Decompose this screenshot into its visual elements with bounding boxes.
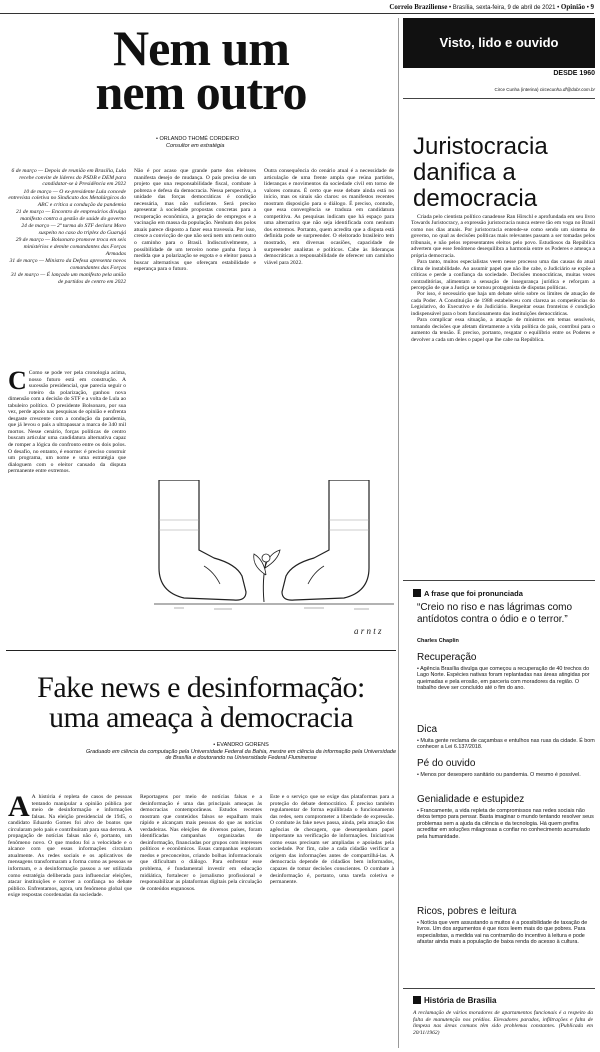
section-text-dica: • Muita gente reclama de caçambas e entulhos nas ruas da cidade. É bom conhecer a Lei 6.137/2018. bbox=[417, 738, 595, 751]
chronology-list bbox=[8, 168, 126, 286]
sidebar-rule bbox=[403, 580, 595, 581]
director-line: Circe Cunha (interina) circecunha.df@dabr.com.br bbox=[494, 87, 595, 92]
chronology-item: 24 de março — 2ª turma do STF declara Moro suspeito no caso do triplex do Guarujá bbox=[21, 223, 126, 236]
quote-header: A frase que foi pronunciada bbox=[413, 589, 523, 598]
article2-col-3: Este e o serviço que se exige das plataformas para a proteção do debate democrático. É preciso também regulamentar de forma equilibrada o funcionamento das redes, sem comprometer a liberdade de expressão. O combate às fake news passa, ainda, pela atuação das agências de checagem, que desempenham papel importante na verificação de informações. Iniciativas como essas precisam ser ampliadas e apoiadas pela sociedade. Por fim, cabe a cada cidadão verificar a origem das informações antes de compartilhá-las. A democracia depende de cidadãos bem informados, capazes de tomar decisões conscientes. O combate à desinformação é, portanto, uma tarefa coletiva e permanente. bbox=[270, 794, 394, 886]
section-title-recuperacao: Recuperação bbox=[417, 652, 477, 663]
quote-author: Charles Chaplin bbox=[417, 638, 459, 644]
page-header: Correio Braziliense • Brasília, sexta-feira, 9 de abril de 2021 • Opinião • 9 bbox=[0, 3, 594, 14]
article-byline bbox=[156, 136, 239, 150]
newspaper-name: Correio Braziliense bbox=[389, 3, 448, 11]
editorial-body bbox=[411, 214, 595, 566]
article2-col-2: Reportagens por meio de notícias falsas e a desinformação é uma das principais ameaças às democracias contemporâneas. Estudos recentes mostram que conteúdos falsos se espalham mais rápido e alcançam mais pessoas do que as notícias verdadeiras. Nas eleições de diversos países, foram identificadas campanhas organizadas de desinformação, financiadas por grupos com interesses políticos e econômicos. Essas campanhas exploram medos e preconceitos, criando bolhas informacionais que dificultam o diálogo. Para enfrentar esse problema, é fundamental investir em educação midiática, fortalecer o jornalismo profissional e responsabilizar as plataformas digitais pela circulação de conteúdos enganosos. bbox=[140, 794, 262, 892]
column-banner bbox=[403, 18, 595, 68]
director-email[interactable]: circecunha.df@dabr.com.br bbox=[539, 87, 595, 92]
section-rule bbox=[6, 650, 396, 651]
chronology-item: 6 de março — Depois de reunião em Brasília, Lula recebe convite de líderes do PSDB e DEM para candidatar-se à Presidência em 2022 bbox=[11, 168, 126, 188]
section-title-genialidade: Genialidade e estupidez bbox=[417, 794, 525, 805]
article2-col-1: A A história é repleta de casos de pessoas tentando manipular a opinião pública por meio de desinformação e informações falsas. Na eleição presidencial de 1945, o candidato Eduardo Gomes foi alvo de boatos que circularam pelo país e contribuíram para sua derrota. A propagação de notícias falsas não é, portanto, um fenômeno novo. O que mudou foi a velocidade e o alcance com que essas informações circulam atualmente. As redes sociais e os aplicativos de mensagens transformaram a forma como as pessoas se informam, e a desinformação passou a ser utilizada como estratégia deliberada para influenciar eleições, atacar instituições e corroer a confiança no debate público. Enfrentamos, agora, um fenômeno global que exige respostas coordenadas da sociedade. bbox=[8, 794, 132, 899]
section-title-dica: Dica bbox=[417, 724, 438, 735]
square-bullet-icon bbox=[413, 996, 421, 1004]
sidebar-rule bbox=[403, 988, 595, 989]
column-divider bbox=[398, 18, 399, 1048]
drop-cap: C bbox=[8, 370, 27, 395]
article-col-2: Não é por acaso que grande parte dos eleitores manifesta desejo de mudança. O país precisa de um projeto que una responsabilidade fiscal, combate à pobreza e defesa da democracia. Nessa perspectiva, a unidade das forças democráticas é condição necessária, mas não suficiente. Será preciso apresentar à sociedade propostas concretas para a recuperação econômica, a geração de empregos e a vacinação em massa da população. Nenhum dos polos atuais parece disposto a fazer essa travessia. Por isso, cresce a convicção de que não será nem um nem outro o caminho para o Brasil. Indiscutivelmente, a possibilidade de um terceiro nome ganha força à medida que a polarização se esgota e o eleitor passa a buscar alternativas que ofereçam estabilidade e esperança para o futuro. bbox=[134, 168, 256, 273]
editorial-paragraph: Por isso, é necessário que haja um debate sério sobre os limites de atuação de cada Poder. A Constituição de 1988 estabeleceu com clareza as competências do Legislativo, do Executivo e do Judiciário. Respeitar essas fronteiras é condição indispensável para o bom funcionamento das instituições democráticas. bbox=[411, 291, 595, 317]
chronology-item: 31 de março — Ministro da Defesa apresenta novos comandantes das Forças bbox=[9, 258, 126, 271]
section-name: Opinião bbox=[560, 3, 586, 11]
drop-cap: A bbox=[8, 794, 30, 823]
author-name: • ORLANDO THOMÉ CORDEIRO bbox=[156, 136, 240, 142]
sidebar-rule bbox=[403, 98, 595, 99]
square-bullet-icon bbox=[413, 589, 421, 597]
article-col-1: C Como se pode ver pela cronologia acima, nosso futuro está em construção. A sucessão presidencial, que parecia seguir o roteiro da polarização, ganhou nova dimensão com a decisão do STF e a volta de Lula ao tabuleiro político. O presidente Bolsonaro, por sua vez, perde apoio nas pesquisas de opinião e enfrenta desgaste crescente com a condução da pandemia, que já levou o país a ultrapassar a marca de 340 mil mortos. Nesse cenário, forças políticas de centro buscam articular uma candidatura alternativa capaz de romper a lógica do confronto entre os dois polos. O desafio, no entanto, é enorme: é preciso construir um programa, um nome e uma estratégia que dialoguem com o eleitor cansado da disputa permanente entre extremos. bbox=[8, 370, 126, 475]
editorial-paragraph: Para complicar essa situação, a atuação de ministros em temas sensíveis, tomando decisões que afetam diretamente a vida política do país, contribui para o aumento da tensão. É preciso, portanto, resgatar o equilíbrio entre os Poderes e devolver a cada um deles o papel que lhe cabe na República. bbox=[411, 317, 595, 343]
article-title: Nem um nem outro bbox=[95, 20, 307, 120]
author-name: • EVANDRO GORENS bbox=[213, 742, 269, 748]
author-role: Consultor em estratégia bbox=[166, 143, 225, 149]
page-number: 9 bbox=[590, 3, 594, 11]
section-title-pe-do-ouvido: Pé do ouvido bbox=[417, 758, 476, 769]
article-title-2: Fake news e desinformação: uma ameaça à democracia bbox=[37, 671, 365, 734]
feet-plant-illustration bbox=[154, 480, 394, 646]
chronology-item: 31 de março — É lançado um manifesto pela união de partidos de centro em 2022 bbox=[10, 272, 126, 285]
column-title: Visto, lido e ouvido bbox=[439, 35, 559, 50]
quote-text: “Creio no riso e nas lágrimas como antídotos contra o ódio e o terror.” bbox=[417, 602, 573, 625]
section-title-ricos: Ricos, pobres e leitura bbox=[417, 906, 517, 917]
chronology-item: 21 de março — Encontro de empresários divulga manifesto contra a gestão de saúde do governo bbox=[15, 209, 126, 222]
section-text-pe-do-ouvido: • Menos por desespero sanitário ou pandemia. O mesmo é possível. bbox=[417, 772, 581, 778]
editorial-paragraph: Para tanto, muitos especialistas veem nesse processo uma das causas do atual clima de instabilidade. Ao assumir papel que não lhe cabe, o Judiciário se expõe a críticas e perde a confiança da sociedade. Decisões monocráticas, muitas vezes contraditórias, alimentam a sensação de insegurança jurídica e reforçam a percepção de que a Justiça se tornou protagonista de disputas políticas. bbox=[411, 259, 595, 291]
dateline: • Brasília, sexta-feira, 9 de abril de 2021 • bbox=[448, 5, 560, 11]
section-text-genialidade: • Francamente, a vida repleta de compromissos nas redes sociais não deixa tempo para pensar. Basta imaginar o mundo tentando resolver seus problemas sem a ajuda da ciência e da tecnologia. Há quem prefira acreditar em soluções milagrosas a confiar no conhecimento acumulado pela humanidade. bbox=[417, 808, 594, 840]
section-text-recuperacao: • Agência Brasília divulga que começou a recuperação de 40 trechos do Lago Norte. Espécies nativas foram replantadas nas áreas atingidas por queimadas e pela erosão, em parceria com moradores da região. O trabalho deve ser concluído até o fim do ano. bbox=[417, 666, 590, 692]
editorial-paragraph: Criada pelo cientista político canadense Ran Hirschl e aprofundada em seu livro Towards Juristocracy, a expressão juristocracia nunca esteve tão em voga no Brasil como nos dias atuais. Por juristocracia entende-se como sendo um sistema de governo, no qual as decisões políticas mais relevantes passam a ser tomadas pelos tribunais, e não pelos representantes eleitos pelo povo. Estudiosos da República advertem que esse fenômeno desequilibra a harmonia entre os Poderes e ameaça a própria democracia. bbox=[411, 214, 595, 259]
illustrator-signature: a r n t z bbox=[354, 626, 382, 636]
section-text-ricos: • Notícia que vem assustando a muitos é a possibilidade de taxação de livros. Um dos argumentos é que ricos leem mais do que pobres. Para especialistas, a medida vai na contramão do incentivo à leitura e pode afastar ainda mais a população de baixa renda do acesso à cultura. bbox=[417, 920, 588, 946]
article-col-3: Outra consequência do cenário atual é a necessidade de articulação de uma frente ampla que reúna partidos, lideranças e movimentos da sociedade civil em torno de valores comuns. É certo que esse debate ainda está no início, mas os sinais são claros: os manifestos recentes mostram disposição para o diálogo. É preciso, contudo, que essa convergência se traduza em candidatura competitiva. As pesquisas indicam que há espaço para uma alternativa que não seja identificada com nenhum dos extremos. Portanto, quem acredita que a disputa está definida pode se surpreender. O eleitorado brasileiro tem mostrado, em diversas ocasiões, capacidade de surpreender analistas e políticos. Cabe às lideranças democráticas a responsabilidade de oferecer um caminho viável para 2022. bbox=[264, 168, 394, 266]
chronology-item: 29 de março — Bolsonaro promove troca em seis ministérios e demite comandantes das Forças Armadas bbox=[15, 237, 126, 257]
historia-header: História de Brasília bbox=[413, 996, 496, 1005]
historia-text: A reclamação de vários moradores de apartamentos funcionais é a respeito da falta de manutenção nos prédios. Elevadores parados, infiltrações e falta de limpeza nas áreas comuns têm sido problemas constantes. (Publicada em 20/11/1962) bbox=[413, 1010, 593, 1036]
editorial-title: Juristocracia danifica a democracia bbox=[413, 133, 548, 212]
author-role: Graduado em ciência da computação pela Universidade Federal da Bahia, mestre em ciência da informação pela Universidade de Brasília e doutorando na Universidade Federal Fluminense bbox=[86, 748, 397, 761]
chronology-item: 10 de março — O ex-presidente Lula concede entrevista coletiva no Sindicato dos Metalúrgicos do ABC e critica a condução da pandemia bbox=[8, 188, 126, 208]
since-label: DESDE 1960 bbox=[553, 70, 595, 77]
article-byline-2 bbox=[86, 742, 396, 762]
